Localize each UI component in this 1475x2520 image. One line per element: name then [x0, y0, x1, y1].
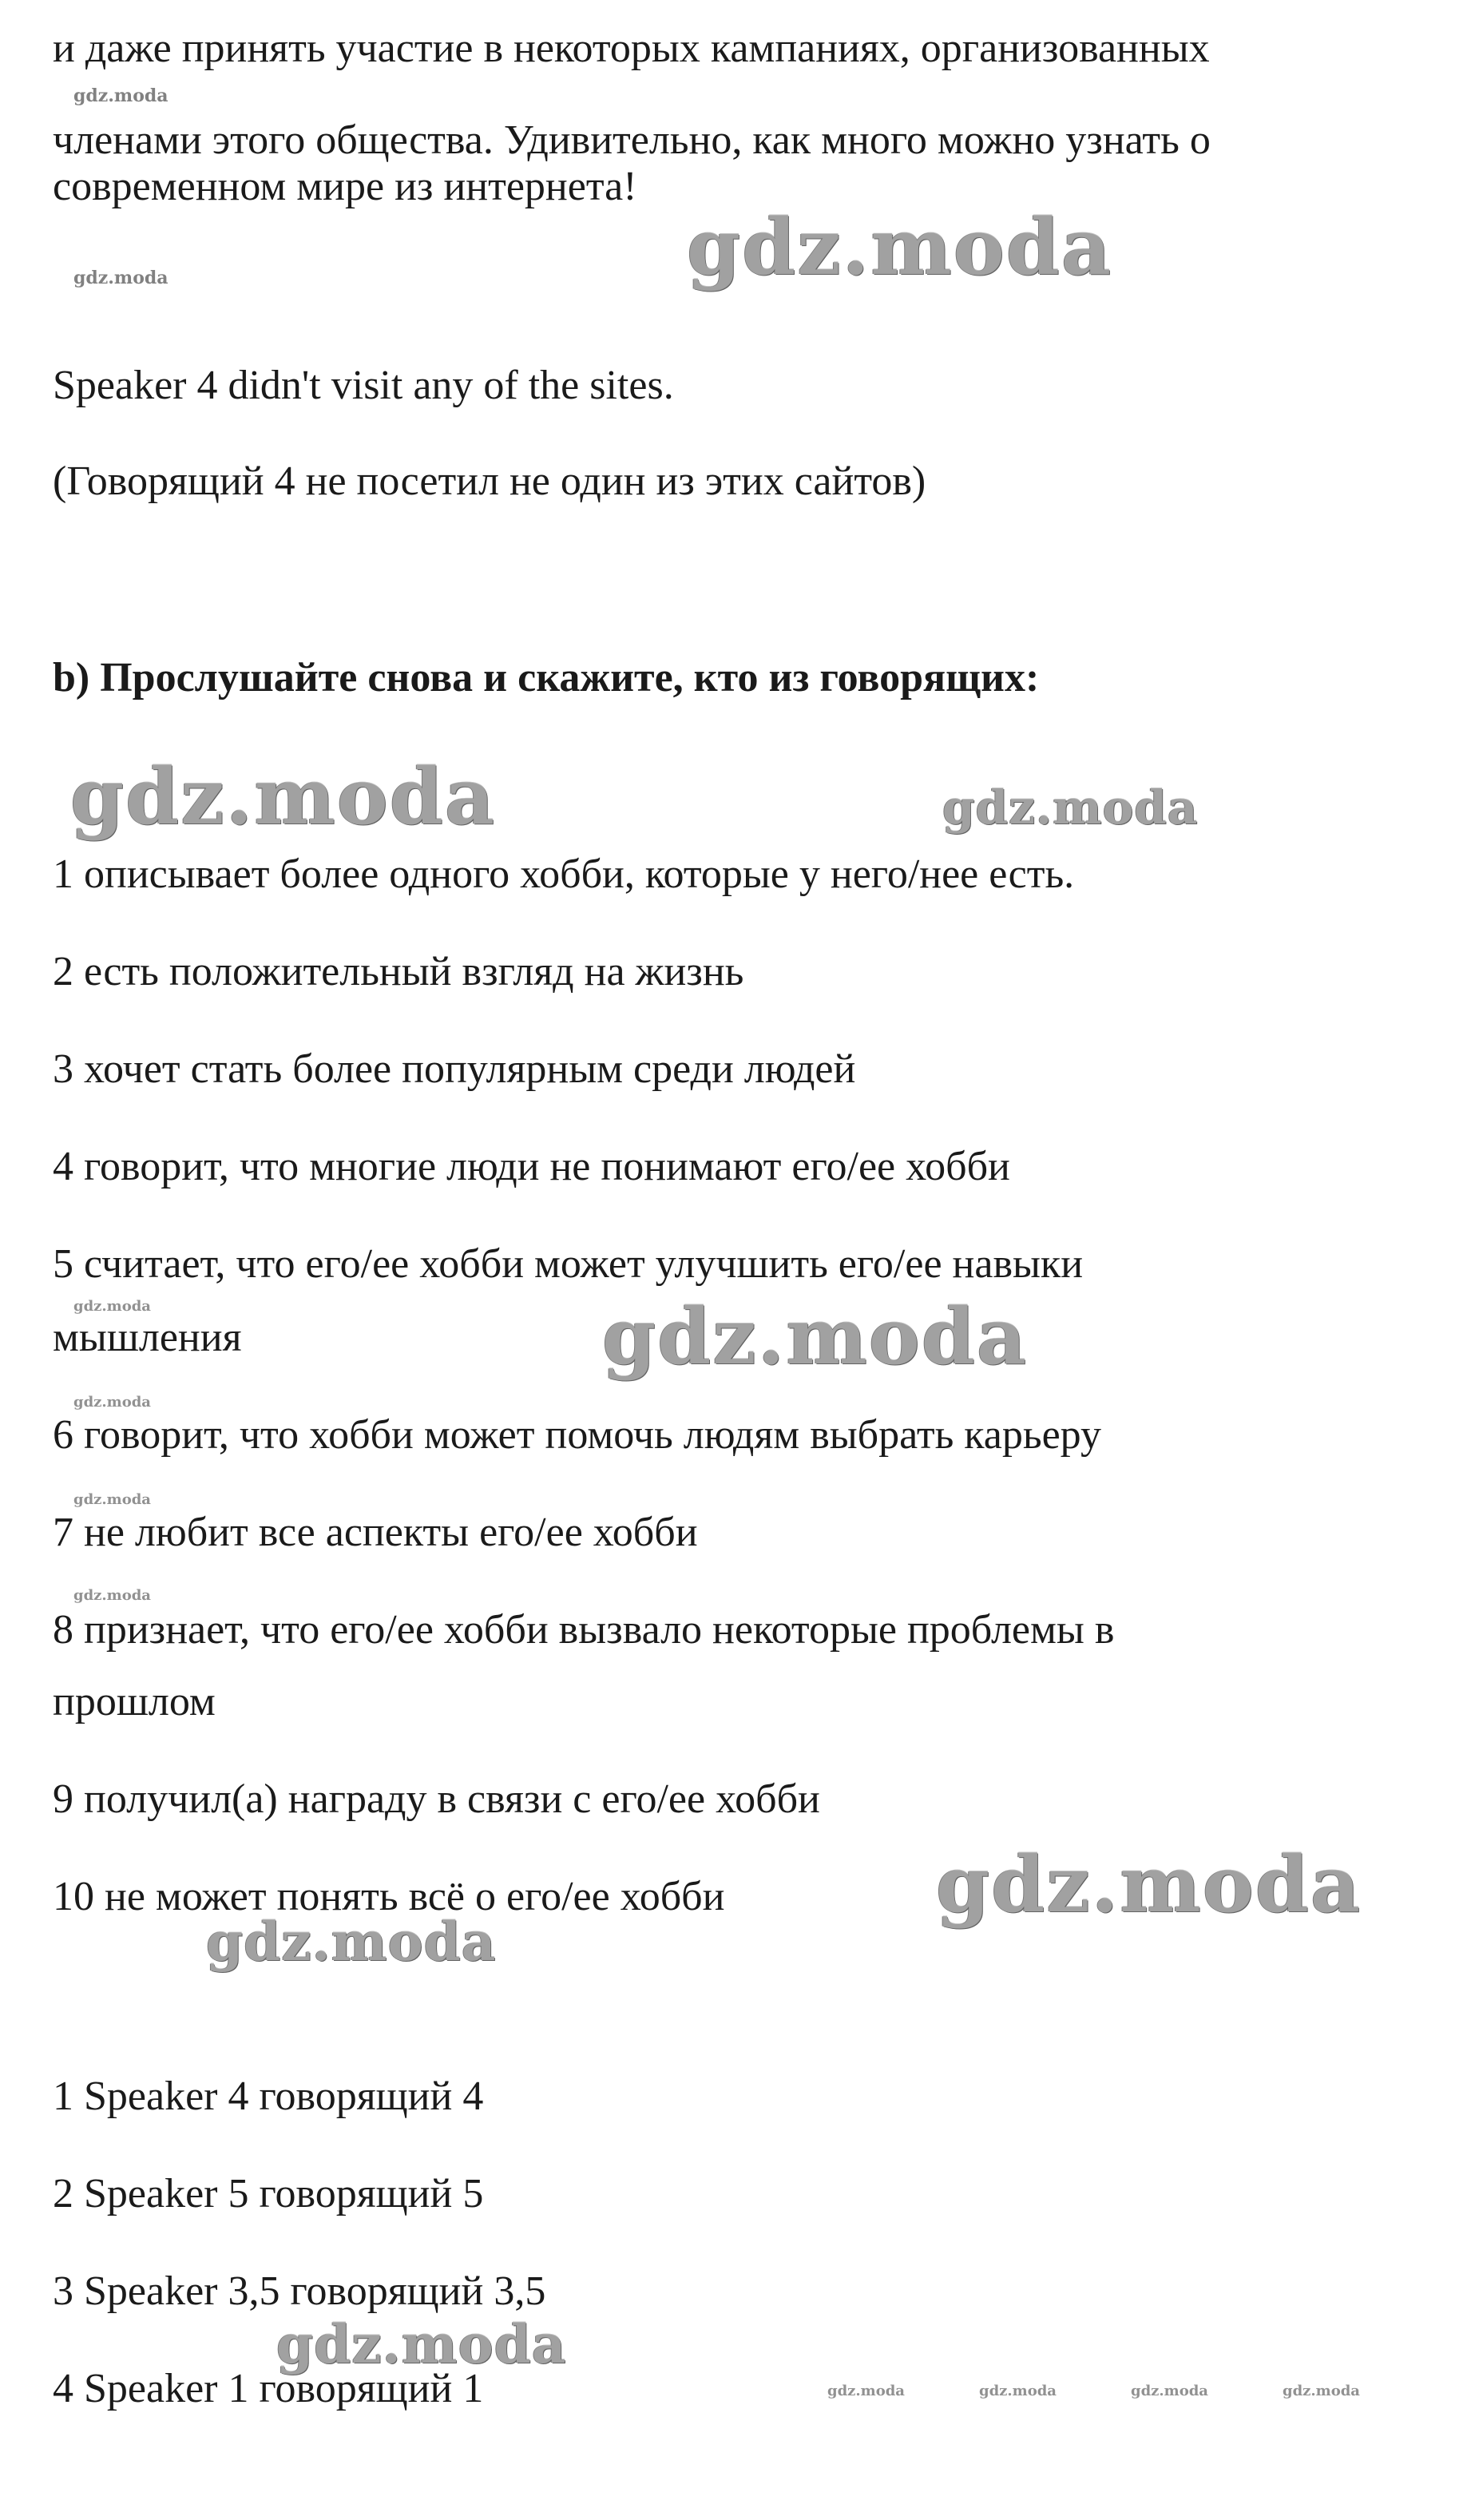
- watermark: gdz.moda: [979, 2383, 1057, 2399]
- task-item-3: 3 хочет стать более популярным среди людей: [53, 1046, 856, 1092]
- task-item-8: 8 признает, что его/ее хобби вызвало некоторые проблемы в: [53, 1607, 1115, 1653]
- task-item-5-cont: мышления: [53, 1315, 242, 1360]
- watermark: gdz.moda: [1283, 2383, 1360, 2399]
- watermark: gdz.moda: [73, 268, 169, 288]
- intro-line-3: современном мире из интернета!: [53, 164, 637, 209]
- answer-3: 3 Speaker 3,5 говорящий 3,5: [53, 2268, 546, 2314]
- answer-2: 2 Speaker 5 говорящий 5: [53, 2171, 484, 2216]
- watermark: gdz.moda: [276, 2313, 567, 2375]
- task-item-6: 6 говорит, что хобби может помочь людям выбрать карьеру: [53, 1412, 1101, 1458]
- watermark: gdz.moda: [1131, 2383, 1208, 2399]
- task-item-9: 9 получил(а) награду в связи с его/ее хобби: [53, 1776, 820, 1822]
- intro-line-1: и даже принять участие в некоторых кампаниях, организованных: [53, 26, 1210, 71]
- task-item-10: 10 не может понять всё о его/ее хобби: [53, 1874, 725, 1919]
- intro-line-2: членами этого общества. Удивительно, как много можно узнать о: [53, 117, 1211, 163]
- watermark: gdz.moda: [73, 1298, 151, 1315]
- task-item-8-cont: прошлом: [53, 1679, 216, 1724]
- answer-1: 1 Speaker 4 говорящий 4: [53, 2074, 484, 2119]
- task-item-4: 4 говорит, что многие люди не понимают его/ее хобби: [53, 1144, 1010, 1189]
- task-item-1: 1 описывает более одного хобби, которые у него/нее есть.: [53, 851, 1075, 897]
- watermark: gdz.moda: [73, 1394, 151, 1411]
- answer-4: 4 Speaker 1 говорящий 1: [53, 2366, 484, 2411]
- watermark: gdz.moda: [73, 1491, 151, 1508]
- watermark: gdz.moda: [942, 780, 1199, 835]
- task-b-heading: b) Прослушайте снова и скажите, кто из говорящих:: [53, 655, 1040, 700]
- speaker4-note-russian: (Говорящий 4 не посетил не один из этих сайтов): [53, 458, 926, 504]
- task-item-5: 5 считает, что его/ее хобби может улучшить его/ее навыки: [53, 1241, 1084, 1287]
- watermark: gdz.moda: [70, 752, 497, 842]
- watermark: gdz.moda: [687, 202, 1113, 292]
- watermark: gdz.moda: [206, 1911, 497, 1973]
- task-item-7: 7 не любит все аспекты его/ее хобби: [53, 1510, 698, 1555]
- task-item-2: 2 есть положительный взгляд на жизнь: [53, 949, 744, 994]
- watermark: gdz.moda: [73, 85, 169, 106]
- watermark: gdz.moda: [73, 1587, 151, 1604]
- speaker4-note-english: Speaker 4 didn't visit any of the sites.: [53, 363, 674, 408]
- watermark: gdz.moda: [936, 1839, 1362, 1930]
- watermark: gdz.moda: [827, 2383, 905, 2399]
- watermark: gdz.moda: [602, 1292, 1029, 1382]
